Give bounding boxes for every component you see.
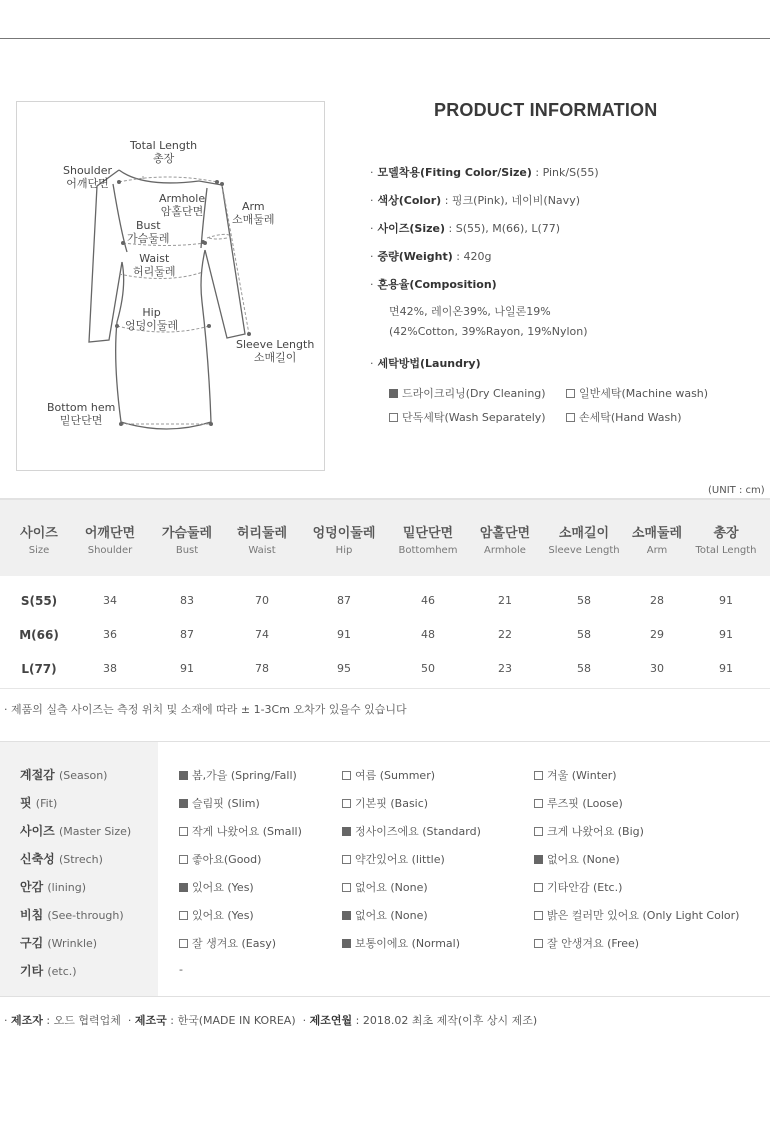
unchecked-box-icon (534, 911, 543, 920)
laundry-hand-wash: 손세탁(Hand Wash) (566, 409, 682, 425)
size-header-en: Bust (175, 545, 199, 556)
measurement-cell: 46 (421, 594, 435, 607)
attr-option (179, 963, 183, 976)
bottom-hem-label: Bottom hem 밑단단면 (47, 401, 116, 427)
size-note: · 제품의 실측 사이즈는 측정 위치 및 소재에 따라 ± 1-3Cm 오차가 있을수 있습니다 (4, 703, 407, 716)
checked-box-icon (179, 883, 188, 892)
unchecked-box-icon (566, 413, 575, 422)
model-row: · 모델착용(Fiting Color/Size) : Pink/S(55) (370, 166, 599, 179)
attr-option-label: 기타안감 (Etc.) (547, 881, 623, 894)
attr-option-label: 크게 나왔어요 (Big) (547, 825, 644, 838)
attr-option (179, 767, 297, 783)
size-table-header (0, 498, 770, 576)
attr-label-en: (etc.) (47, 965, 77, 978)
color-row: · 색상(Color) : 핑크(Pink), 네이비(Navy) (370, 194, 580, 207)
attr-option-label: 루즈핏 (Loose) (547, 797, 623, 810)
unchecked-box-icon (389, 413, 398, 422)
attr-option (179, 879, 254, 895)
measurement-cell: 58 (577, 628, 591, 641)
attr-option (179, 823, 302, 839)
size-header-en: Shoulder (87, 545, 133, 556)
attr-label-en: (Wrinkle) (47, 937, 98, 950)
size-header-kr: 밑단단면 (402, 526, 454, 541)
attr-label-en: (lining) (47, 881, 87, 894)
attr-option (534, 907, 739, 923)
checked-box-icon (342, 827, 351, 836)
attr-label (20, 906, 124, 923)
attr-label-kr: 안감 (20, 880, 44, 894)
attr-label-kr: 기타 (20, 964, 44, 978)
attr-option (179, 935, 276, 951)
unchecked-box-icon (342, 771, 351, 780)
measurement-cell: 95 (337, 662, 351, 675)
table-row (0, 650, 770, 684)
measurement-cell: 34 (103, 594, 117, 607)
measurement-cell: 91 (719, 628, 733, 641)
size-cell: S(55) (20, 594, 58, 608)
measurement-diagram (16, 101, 325, 471)
attr-option (342, 879, 428, 895)
attr-option (534, 795, 623, 811)
measurement-cell: 38 (103, 662, 117, 675)
size-header-kr: 소매길이 (558, 526, 610, 541)
attr-option-label: 없어요 (None) (547, 853, 620, 866)
attr-label-kr: 신축성 (20, 852, 55, 866)
attr-option-label: 좋아요(Good) (192, 853, 262, 866)
attr-label (20, 766, 107, 783)
attr-option-label: 슬림핏 (Slim) (192, 797, 260, 810)
size-table-body (0, 576, 770, 686)
attr-label-en: (Fit) (35, 797, 58, 810)
attr-option (342, 935, 460, 951)
attr-option-label: 보통이에요 (Normal) (355, 937, 461, 950)
table-row (0, 616, 770, 650)
arm-label: Arm 소매둘레 (232, 200, 275, 226)
attr-option-label: 있어요 (Yes) (192, 881, 254, 894)
size-header-kr: 허리둘레 (236, 526, 288, 541)
manufacturer-info: · 제조자 : 오드 협력업체 · 제조국 : 한국(MADE IN KOREA) · 제조연월 : 2018.02 최초 제작(이후 상시 제조) (4, 1014, 538, 1027)
size-header-kr: 엉덩이둘레 (312, 526, 376, 541)
measurement-cell: 28 (650, 594, 664, 607)
attr-label-kr: 계절감 (20, 768, 55, 782)
checked-box-icon (534, 855, 543, 864)
measurement-cell: 87 (337, 594, 351, 607)
attr-option (534, 935, 639, 951)
shoulder-label: Shoulder 어깨단면 (63, 164, 112, 190)
attr-label (20, 850, 103, 867)
size-header-kr: 암홀단면 (479, 526, 531, 541)
unchecked-box-icon (179, 939, 188, 948)
table-row (0, 582, 770, 616)
attr-label-kr: 비침 (20, 908, 44, 922)
unit-label: (UNIT : cm) (708, 485, 765, 496)
checked-box-icon (389, 389, 398, 398)
composition-korean: 면42%, 레이온39%, 나일론19% (389, 305, 551, 318)
total-length-label: Total Length 총장 (130, 139, 198, 165)
size-row: · 사이즈(Size) : S(55), M(66), L(77) (370, 222, 561, 235)
attr-option (179, 795, 260, 811)
measurement-cell: 87 (180, 628, 194, 641)
measurement-cell: 50 (421, 662, 435, 675)
size-header-en: Total Length (695, 545, 757, 556)
size-header-en: Hip (335, 545, 353, 556)
size-header-en: Sleeve Length (548, 545, 620, 556)
measurement-cell: 58 (577, 594, 591, 607)
size-header-kr: 소매둘레 (631, 526, 683, 541)
attr-label-en: (Master Size) (58, 825, 132, 838)
attr-label (20, 794, 57, 811)
attr-option (342, 823, 481, 839)
size-table (0, 498, 770, 686)
measurement-cell: 78 (255, 662, 269, 675)
attr-option (342, 907, 428, 923)
checked-box-icon (342, 939, 351, 948)
attr-option (342, 795, 428, 811)
size-header-en: Armhole (484, 545, 526, 556)
unchecked-box-icon (179, 855, 188, 864)
hip-label: Hip 엉덩이둘레 (125, 306, 179, 332)
checked-box-icon (342, 911, 351, 920)
measurement-cell: 91 (719, 594, 733, 607)
attr-label (20, 822, 131, 839)
unchecked-box-icon (534, 799, 543, 808)
checked-box-icon (179, 799, 188, 808)
unchecked-box-icon (342, 883, 351, 892)
size-cell: L(77) (21, 662, 57, 676)
composition-english: (42%Cotton, 39%Rayon, 19%Nylon) (389, 325, 588, 338)
attr-label-en: (Strech) (58, 853, 103, 866)
top-divider (0, 38, 770, 39)
laundry-machine-wash: 일반세탁(Machine wash) (566, 385, 708, 401)
size-header-en: Waist (248, 545, 276, 556)
attr-label-kr: 핏 (20, 796, 32, 810)
measurement-cell: 83 (180, 594, 194, 607)
size-header-en: Size (28, 545, 50, 556)
attr-option-label: 밝은 컬러만 있어요 (Only Light Color) (547, 909, 740, 922)
unchecked-box-icon (179, 827, 188, 836)
unchecked-box-icon (534, 827, 543, 836)
laundry-row: · 세탁방법(Laundry) (370, 357, 481, 370)
attr-option (342, 851, 445, 867)
measurement-cell: 30 (650, 662, 664, 675)
attr-label (20, 934, 97, 951)
waist-label: Waist 허리둘레 (133, 252, 176, 278)
attr-option-label: 잘 안생겨요 (Free) (547, 937, 640, 950)
attr-option-label: 봄,가을 (Spring/Fall) (192, 769, 297, 782)
measurement-cell: 29 (650, 628, 664, 641)
sleeve-length-label: Sleeve Length 소매길이 (236, 338, 315, 364)
measurement-cell: 74 (255, 628, 269, 641)
size-header-kr: 어깨단면 (84, 526, 136, 541)
product-info-title: PRODUCT INFORMATION (434, 100, 658, 120)
attr-option-label: 정사이즈에요 (Standard) (355, 825, 481, 838)
measurement-cell: 70 (255, 594, 269, 607)
attr-option (534, 851, 620, 867)
attr-option-label: - (179, 963, 183, 976)
measurement-cell: 91 (337, 628, 351, 641)
composition-row: · 혼용율(Composition) (370, 278, 497, 291)
attr-label-en: (See-through) (47, 909, 124, 922)
attr-option-label: 잘 생겨요 (Easy) (192, 937, 277, 950)
armhole-label: Armhole 암홀단면 (159, 192, 206, 218)
attr-label (20, 878, 86, 895)
size-header-kr: 사이즈 (20, 526, 58, 541)
checked-box-icon (179, 771, 188, 780)
size-cell: M(66) (19, 628, 59, 642)
attr-option-label: 없어요 (None) (355, 881, 428, 894)
unchecked-box-icon (342, 799, 351, 808)
unchecked-box-icon (534, 771, 543, 780)
attr-table-bottom-line (0, 996, 770, 997)
measurement-cell: 58 (577, 662, 591, 675)
attr-option (342, 767, 435, 783)
attr-option (534, 823, 644, 839)
attr-label-kr: 구김 (20, 936, 44, 950)
attr-option-label: 여름 (Summer) (355, 769, 436, 782)
unchecked-box-icon (342, 855, 351, 864)
measurement-cell: 21 (498, 594, 512, 607)
unchecked-box-icon (179, 911, 188, 920)
attr-option-label: 기본핏 (Basic) (355, 797, 429, 810)
measurement-cell: 48 (421, 628, 435, 641)
attr-option-label: 약간있어요 (little) (355, 853, 445, 866)
size-header-kr: 가슴둘레 (161, 526, 213, 541)
measurement-cell: 23 (498, 662, 512, 675)
laundry-dry-cleaning: 드라이크리닝(Dry Cleaning) (389, 385, 546, 401)
laundry-wash-separately: 단독세탁(Wash Separately) (389, 409, 546, 425)
attr-option (534, 767, 617, 783)
size-header-en: Arm (646, 545, 668, 556)
size-header-en: Bottomhem (398, 545, 458, 556)
unchecked-box-icon (566, 389, 575, 398)
measurement-cell: 22 (498, 628, 512, 641)
size-table-divider (0, 688, 770, 689)
attr-option (179, 907, 254, 923)
attr-label-kr: 사이즈 (20, 824, 55, 838)
unchecked-box-icon (534, 883, 543, 892)
attr-option-label: 없어요 (None) (355, 909, 428, 922)
attr-option-label: 작게 나왔어요 (Small) (192, 825, 302, 838)
unchecked-box-icon (534, 939, 543, 948)
attr-label (20, 962, 77, 979)
attr-label-en: (Season) (58, 769, 108, 782)
weight-row: · 중량(Weight) : 420g (370, 250, 492, 263)
bust-label: Bust 가슴둘레 (127, 219, 170, 245)
measurement-cell: 36 (103, 628, 117, 641)
measurement-cell: 91 (719, 662, 733, 675)
attr-option-label: 있어요 (Yes) (192, 909, 254, 922)
attr-option-label: 겨울 (Winter) (547, 769, 617, 782)
attr-option (534, 879, 622, 895)
measurement-cell: 91 (180, 662, 194, 675)
size-header-kr: 총장 (713, 526, 739, 541)
attr-option (179, 851, 261, 867)
